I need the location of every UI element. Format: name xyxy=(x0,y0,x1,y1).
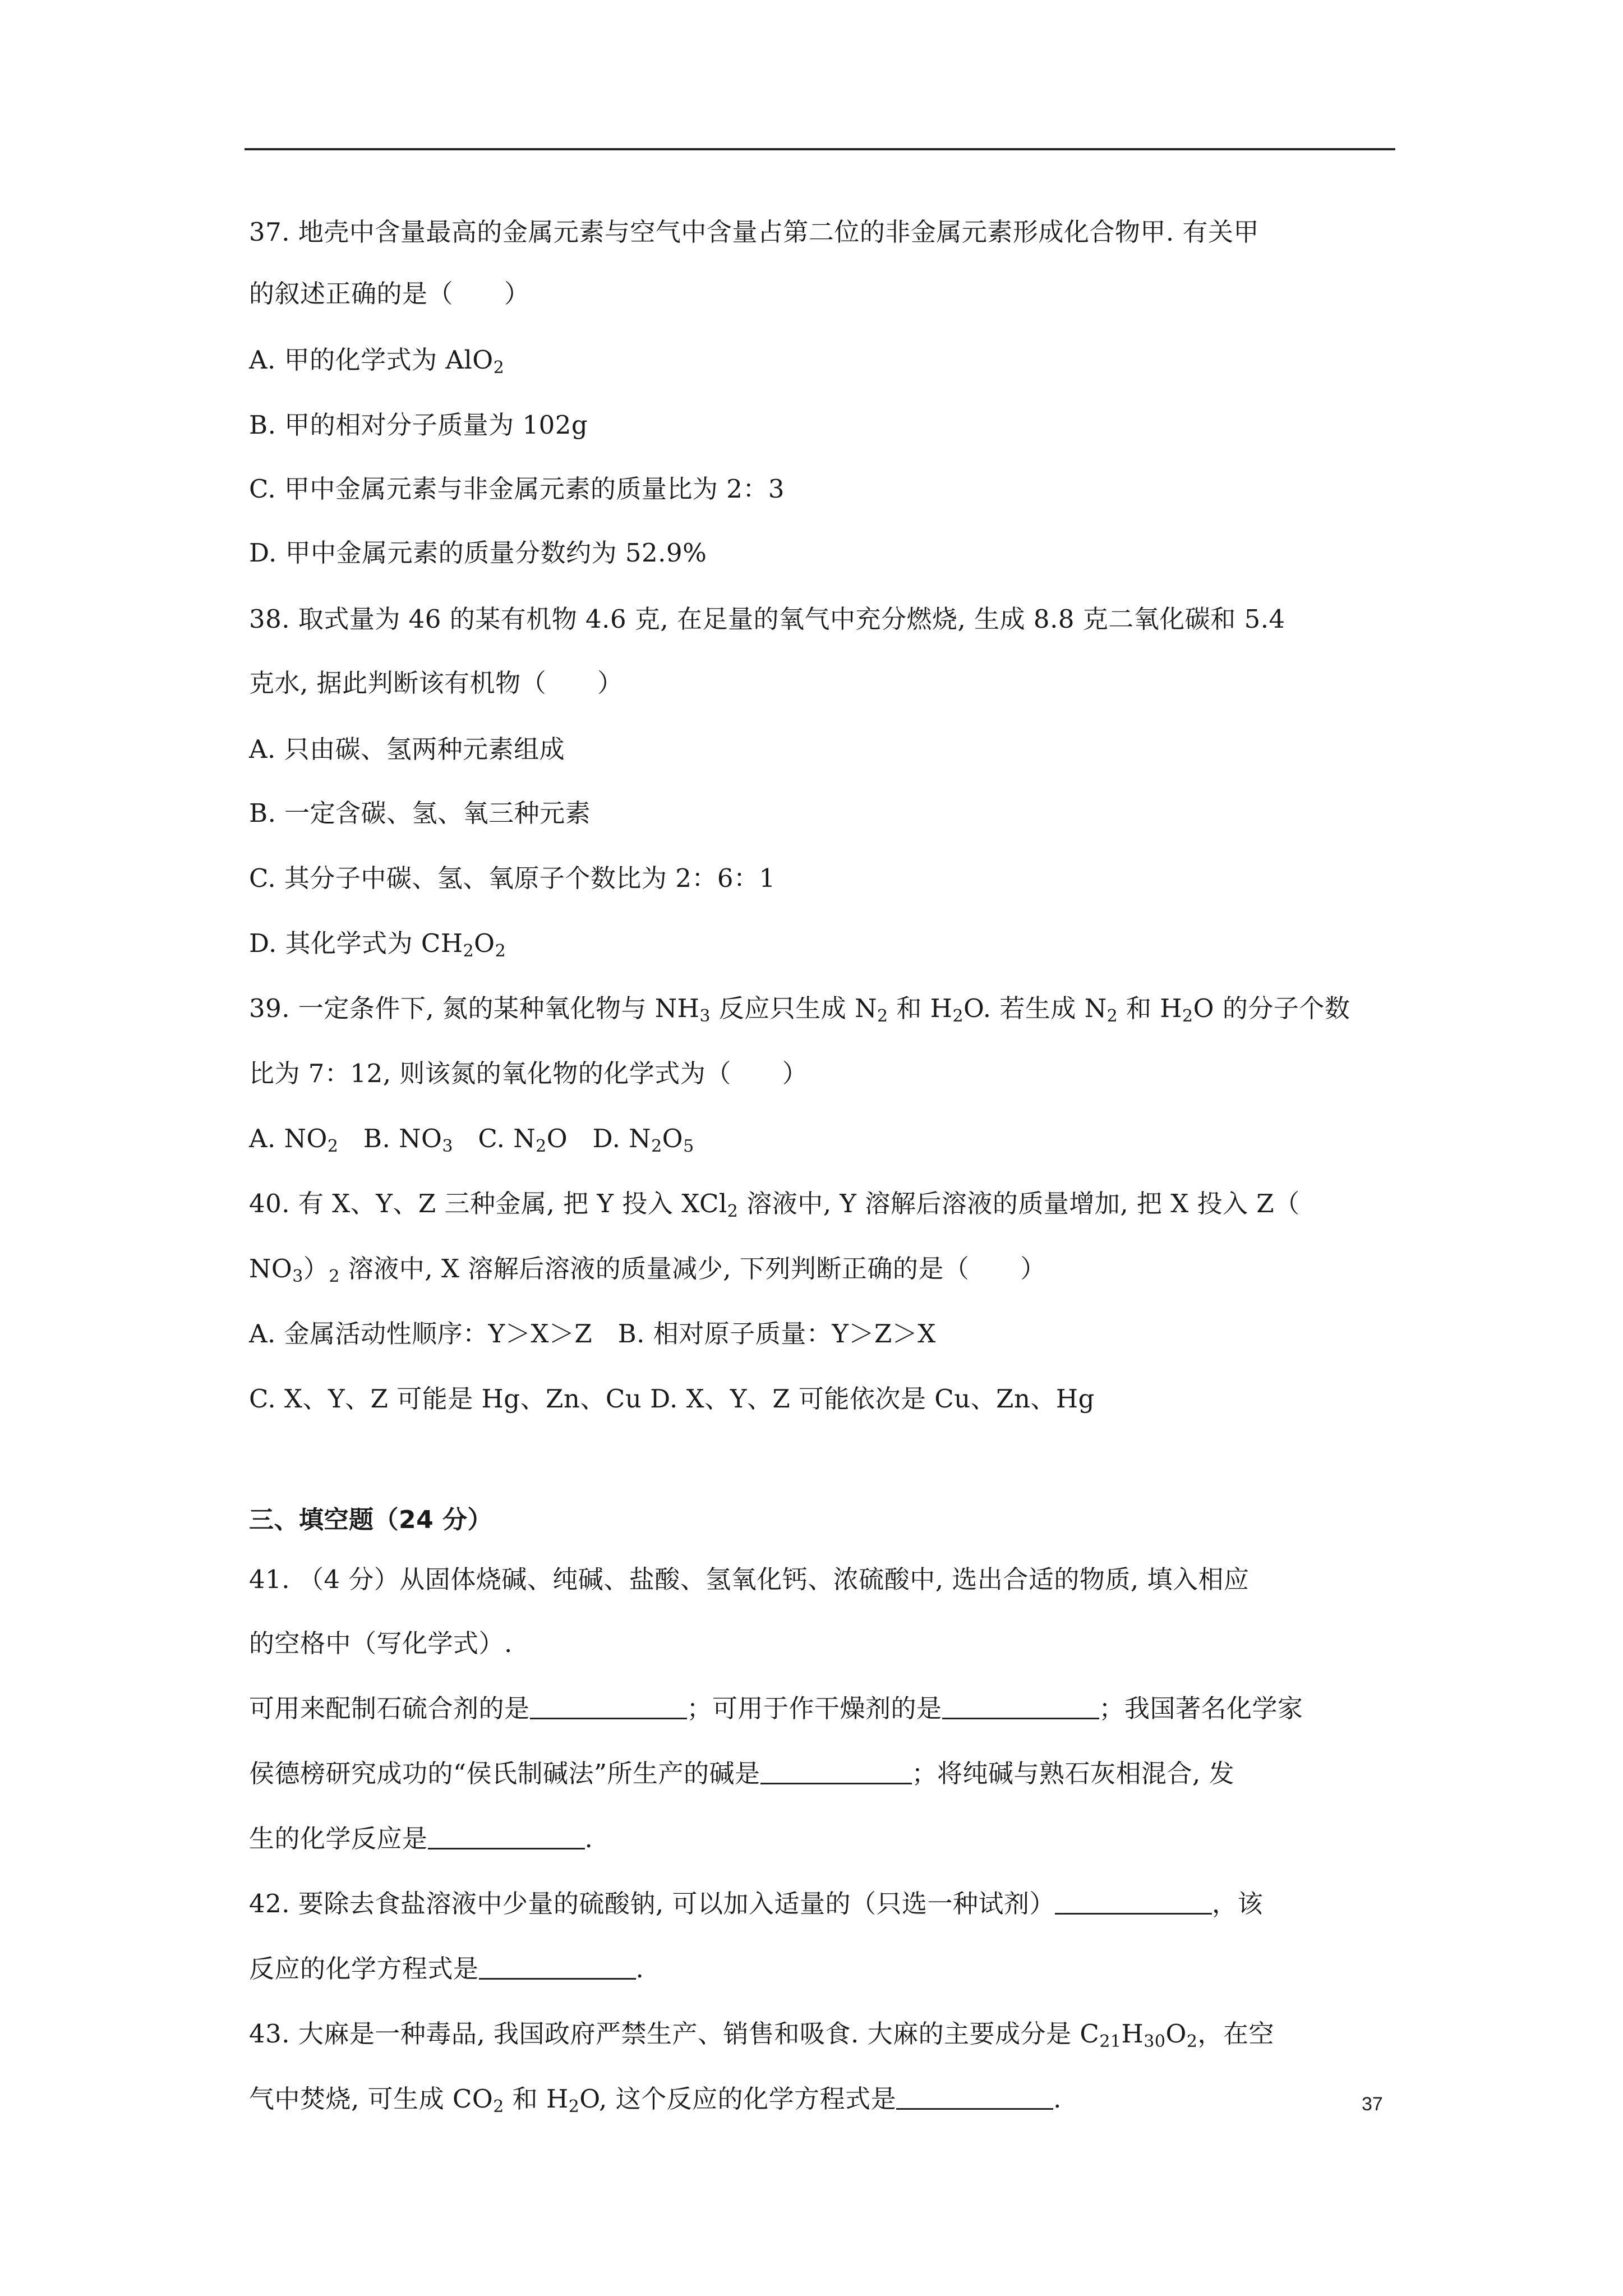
answer-blank[interactable] xyxy=(1055,1888,1212,1915)
answer-blank[interactable] xyxy=(896,2083,1053,2110)
q40-options-cd: C. X、Y、Z 可能是 Hg、Zn、Cu D. X、Y、Z 可能依次是 Cu、Zn、Hg xyxy=(249,1384,1095,1414)
q39-option-d: D. $N_2O_5$ xyxy=(592,1124,694,1156)
q38-stem-line1: 38. 取式量为 46 的某有机物 4.6 克, 在足量的氧气中充分燃烧, 生成 8.8 克二氧化碳和 5.4 xyxy=(249,604,1285,634)
q39-stem-line2: 比为 7：12, 则该氮的氧化物的化学式为（ ） xyxy=(249,1059,808,1088)
answer-blank[interactable] xyxy=(479,1953,636,1980)
q43-line2: 气中焚烧, 可生成 $CO_2$ 和 $H_2O$, 这个反应的化学方程式是 . xyxy=(249,2084,1062,2116)
section-heading-fill-in: 三、填空题（24 分） xyxy=(249,1506,493,1534)
q41-stem-line1: 41. （4 分）从固体烧碱、纯碱、盐酸、氢氧化钙、浓硫酸中, 选出合适的物质, 填入相应 xyxy=(249,1565,1249,1594)
q37-option-a: A. 甲的化学式为 AlO$_2$ xyxy=(249,345,505,378)
answer-blank[interactable] xyxy=(428,1823,585,1849)
q40-options-ab: A. 金属活动性顺序：Y＞X＞Z B. 相对原子质量：Y＞Z＞X xyxy=(249,1319,936,1349)
q41-line3: 可用来配制石硫合剂的是 ；可用于作干燥剂的是 ；我国著名化学家 xyxy=(249,1694,1303,1723)
q43-line1: 43. 大麻是一种毒品, 我国政府严禁生产、销售和吸食. 大麻的主要成分是 $C_{21}H_{30}O_2$，在空 xyxy=(249,2019,1274,2051)
q39-option-c: C. $N_2O$ xyxy=(478,1124,568,1156)
q37-option-b: B. 甲的相对分子质量为 102g xyxy=(249,410,588,440)
q39-option-b: B. $NO_3$ xyxy=(363,1124,453,1156)
q38-option-c: C. 其分子中碳、氢、氧原子个数比为 2：6：1 xyxy=(249,863,776,893)
q39-stem-line1: 39. 一定条件下, 氮的某种氧化物与 $NH_3$ 反应只生成 $N_2$ 和 $H_2O$. 若生成 $N_2$ 和 $H_2O$ 的分子个数 xyxy=(249,993,1350,1026)
q38-option-b: B. 一定含碳、氢、氧三种元素 xyxy=(249,798,591,828)
answer-blank[interactable] xyxy=(530,1693,687,1719)
q41-line4: 侯德榜研究成功的“侯氏制碱法”所生产的碱是 ；将纯碱与熟石灰相混合, 发 xyxy=(249,1759,1235,1788)
q37-stem-line2: 的叙述正确的是（ ） xyxy=(249,279,530,309)
q40-stem-line1: 40. 有 X、Y、Z 三种金属, 把 Y 投入 XCl$_2$ 溶液中, Y 溶解后溶液的质量增加, 把 X 投入 Z（ xyxy=(249,1189,1300,1221)
q37-option-c: C. 甲中金属元素与非金属元素的质量比为 2：3 xyxy=(249,474,785,504)
q37-stem-line1: 37. 地壳中含量最高的金属元素与空气中含量占第二位的非金属元素形成化合物甲. 有关甲 xyxy=(249,217,1259,247)
answer-blank[interactable] xyxy=(760,1758,912,1784)
answer-blank[interactable] xyxy=(942,1693,1099,1719)
q38-stem-line2: 克水, 据此判断该有机物（ ） xyxy=(249,668,623,698)
q42-line1: 42. 要除去食盐溶液中少量的硫酸钠, 可以加入适量的（只选一种试剂） ，该 xyxy=(249,1889,1263,1918)
q39-option-a: A. $NO_2$ xyxy=(249,1124,339,1156)
q38-option-a: A. 只由碳、氢两种元素组成 xyxy=(249,734,565,764)
q39-options xyxy=(249,1122,694,1156)
q41-stem-line2: 的空格中（写化学式）. xyxy=(249,1628,513,1658)
q38-option-d: D. 其化学式为 $CH_2O_2$ xyxy=(249,928,506,961)
q41-line5: 生的化学反应是 . xyxy=(249,1824,593,1853)
header-rule xyxy=(245,148,1395,150)
q37-option-d: D. 甲中金属元素的质量分数约为 52.9% xyxy=(249,538,707,568)
q40-stem-line2: $NO_3)_2$ 溶液中, X 溶解后溶液的质量减少, 下列判断正确的是（ ） xyxy=(249,1254,1046,1286)
q42-line2: 反应的化学方程式是 . xyxy=(249,1954,644,1984)
page-number: 37 xyxy=(1362,2093,1383,2115)
